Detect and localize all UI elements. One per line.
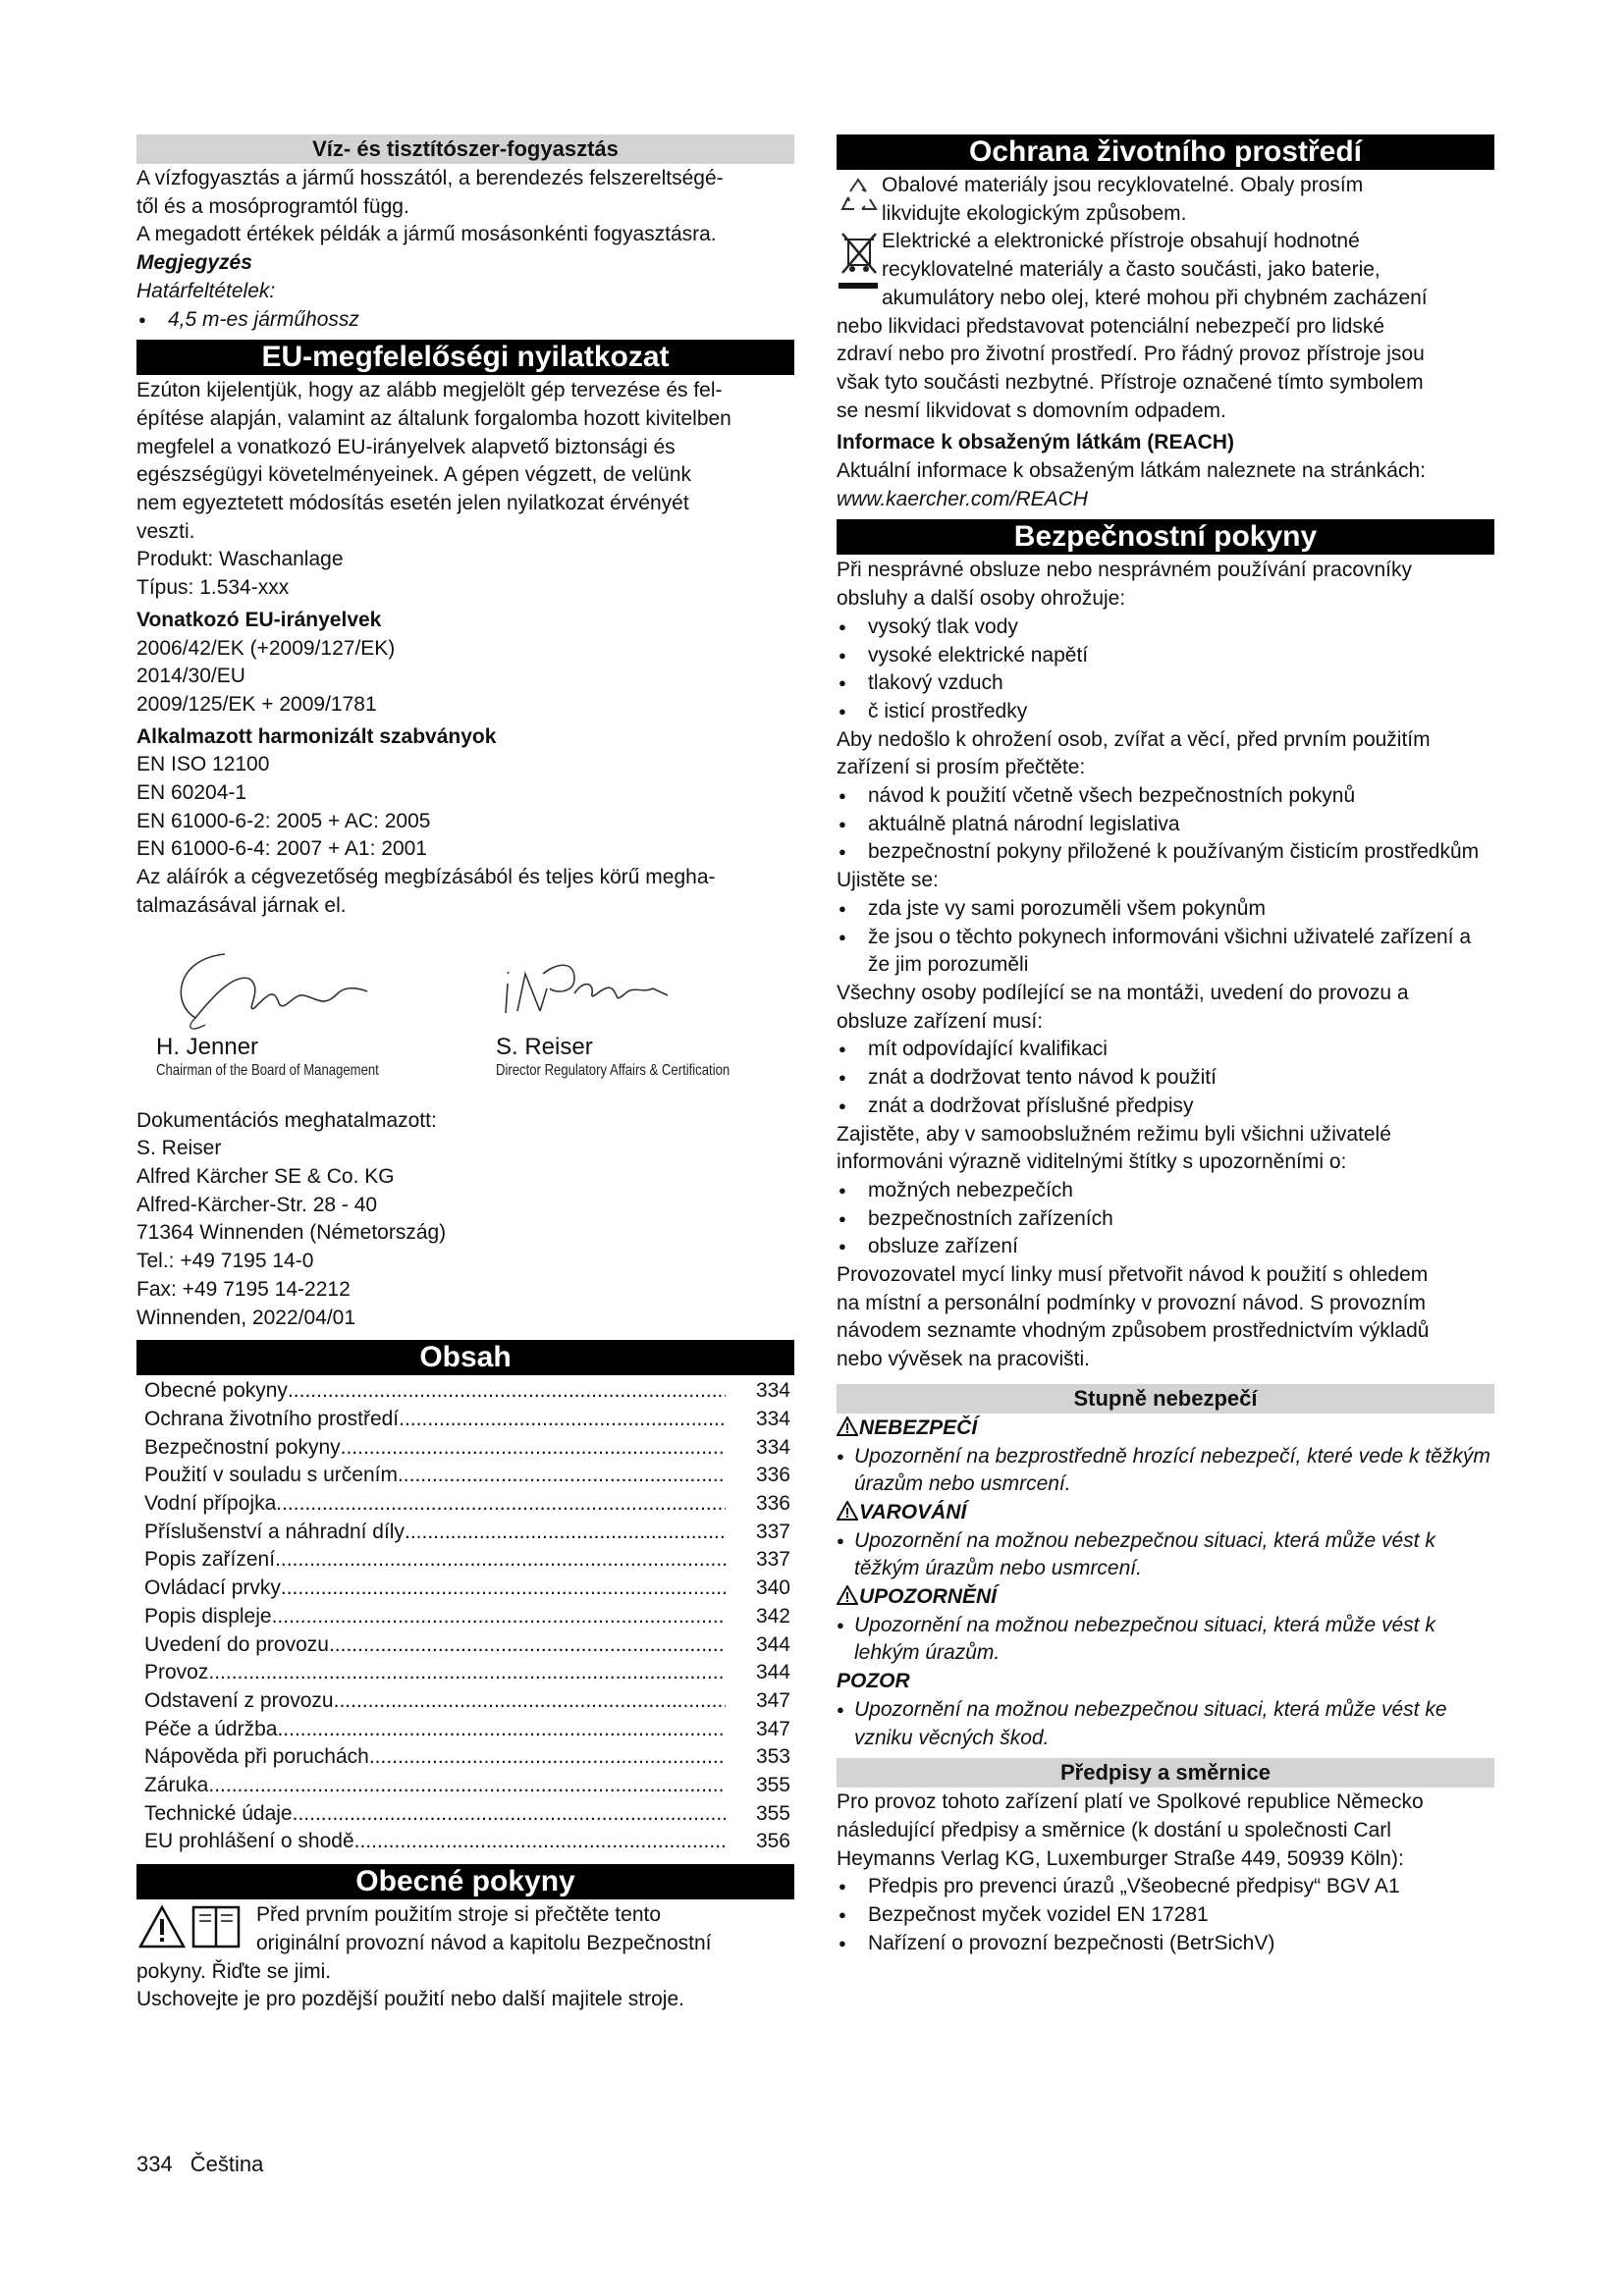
note-title: Megjegyzés — [136, 251, 252, 275]
toc-page: 356 — [755, 1830, 790, 1853]
danger-level-name: POZOR — [837, 1670, 910, 1693]
read-list — [837, 782, 1494, 867]
text-line: veszti. — [136, 519, 195, 543]
text-line: Provozovatel mycí linky musí přetvořit návod k použití s ohledem — [837, 1263, 1429, 1287]
toc-leader — [293, 1800, 726, 1829]
danger-level — [837, 1415, 1494, 1499]
consumption-heading: Víz- és tisztítószer-fogyasztás — [136, 134, 794, 164]
text-line: Zajistěte, aby v samoobslužném režimu byli všichni uživatelé — [837, 1122, 1391, 1146]
standards-title: Alkalmazott harmonizált szabványok — [136, 724, 497, 748]
ensure-list — [837, 895, 1494, 980]
toc-page: 344 — [755, 1632, 790, 1656]
toc-leader — [334, 1687, 726, 1716]
toc-page: 355 — [755, 1801, 790, 1825]
toc-leader — [276, 1490, 726, 1519]
text-line: Elektrické a elektronické přístroje obsahují hodnotné — [882, 230, 1360, 253]
language-label: Čeština — [189, 2152, 264, 2176]
standard: EN 61000-6-2: 2005 + AC: 2005 — [136, 809, 431, 832]
danger-level-label — [837, 1499, 1494, 1527]
directive: 2014/30/EU — [136, 665, 245, 688]
self-service-list — [837, 1177, 1494, 1261]
text-line: Ujistěte se: — [837, 869, 939, 892]
eu-declaration-text — [136, 377, 794, 546]
toc-page: 344 — [755, 1661, 790, 1684]
list-item: ● že jsou o těchto pokynech informováni všichni uživatelé zařízení a že jim porozuměli — [837, 924, 1494, 980]
signer-role: Director Regulatory Affairs & Certification — [496, 1061, 731, 1079]
toc-leader — [272, 1603, 726, 1631]
text-line: na místní a personální podmínky v provozní návod. S provozním — [837, 1291, 1426, 1314]
standard: EN 61000-6-4: 2007 + A1: 2001 — [136, 837, 427, 861]
toc-row[interactable] — [136, 1575, 794, 1603]
rules-heading: Předpisy a směrnice — [837, 1758, 1494, 1788]
contact-line: S. Reiser — [136, 1137, 222, 1160]
text-line: egészségügyi követelményeinek. A gépen végzett, de velünk — [136, 463, 692, 487]
left-column — [136, 134, 794, 2014]
toc-leader — [398, 1462, 726, 1490]
toc-title: Odstavení z provozu — [144, 1688, 334, 1712]
toc-page: 347 — [755, 1717, 790, 1740]
toc-row[interactable] — [136, 1743, 794, 1772]
toc-row[interactable] — [136, 1490, 794, 1519]
list-item: ● Nařízení o provozní bezpečnosti (BetrSichV) — [837, 1930, 1494, 1958]
warning-triangle-icon — [837, 1501, 858, 1521]
eu-declaration-heading: EU-megfelelőségi nyilatkozat — [136, 340, 794, 375]
text-line: pokyny. Řiďte se jimi. — [136, 1959, 332, 1983]
toc-row[interactable] — [136, 1519, 794, 1547]
list-item: ● Upozornění na bezprostředně hrozící nebezpečí, které vede k těžkým úrazům nebo usmrcení. — [837, 1443, 1494, 1499]
toc-page: 334 — [755, 1407, 790, 1430]
toc-title: Nápověda při poruchách — [144, 1745, 369, 1769]
list-item: ● č isticí prostředky — [837, 698, 1494, 726]
text-line: následující předpisy a směrnice (k dostání u společnosti Carl — [837, 1818, 1391, 1842]
toc-row[interactable] — [136, 1434, 794, 1463]
text-line: nem egyeztetett módosítás esetén jelen nyilatkozat érvényét — [136, 492, 689, 515]
contact-line: Tel.: +49 7195 14-0 — [136, 1250, 314, 1273]
text-line: zdraví nebo pro životní prostředí. Pro řádný provoz přístroje jsou — [837, 343, 1425, 366]
text-line: Pro provoz tohoto zařízení platí ve Spolkové republice Německo — [837, 1790, 1424, 1814]
danger-level — [837, 1668, 1494, 1752]
consumption-text: től és a mosóprogramtól függ. — [136, 194, 409, 218]
toc-leader — [354, 1828, 726, 1856]
consumption-text: A megadott értékek példák a jármű mosásonkénti fogyasztásra. — [136, 223, 717, 246]
toc-leader — [329, 1631, 726, 1660]
text-line: nebo likvidaci představovat potenciální nebezpečí pro lidské — [837, 314, 1385, 338]
toc-title: Technické údaje — [144, 1801, 293, 1825]
list-item: ● zda jste vy sami porozuměli všem pokynům — [837, 895, 1494, 924]
toc-row[interactable] — [136, 1772, 794, 1800]
text-line: megfelel a vonatkozó EU-irányelvek alapvető biztonsági és — [136, 435, 676, 458]
toc-row[interactable] — [136, 1659, 794, 1687]
toc-title: Uvedení do provozu — [144, 1632, 329, 1656]
danger-level — [837, 1499, 1494, 1583]
text-line: Aby nedošlo k ohrožení osob, zvířat a věcí, před prvním použitím — [837, 727, 1431, 751]
rules-list — [837, 1873, 1494, 1957]
toc-leader — [275, 1546, 726, 1575]
toc-leader — [208, 1659, 726, 1687]
toc-row[interactable] — [136, 1716, 794, 1744]
reach-link[interactable]: www.kaercher.com/REACH — [837, 487, 1088, 510]
toc-leader — [277, 1716, 726, 1744]
text-line: recyklovatelné materiály a často součásti, jako baterie, — [882, 258, 1380, 282]
toc-leader — [405, 1519, 726, 1547]
list-item: ● možných nebezpečích — [837, 1177, 1494, 1205]
list-item: ● obsluze zařízení — [837, 1233, 1494, 1261]
toc-title: Provoz — [144, 1661, 209, 1684]
safety-heading: Bezpečnostní pokyny — [837, 519, 1494, 555]
toc-title: Záruka — [144, 1774, 209, 1797]
danger-level-label — [837, 1583, 1494, 1612]
text-line: Všechny osoby podílející se na montáži, uvedení do provozu a — [837, 981, 1409, 1004]
toc-row[interactable] — [136, 1377, 794, 1406]
note-subtitle: Határfeltételek: — [136, 279, 276, 302]
danger-level-label — [837, 1668, 1494, 1696]
toc-title: Vodní přípojka — [144, 1492, 277, 1516]
page-footer — [136, 2152, 281, 2177]
danger-level-name: VAROVÁNÍ — [859, 1500, 967, 1523]
toc-row[interactable] — [136, 1462, 794, 1490]
toc-title: Příslušenství a náhradní díly — [144, 1520, 405, 1543]
danger-levels — [837, 1415, 1494, 1752]
signer-name: H. Jenner — [156, 1033, 259, 1060]
persons-list — [837, 1036, 1494, 1120]
text-line: návodem seznamte vhodným způsobem prostřednictvím výkladů — [837, 1319, 1430, 1343]
directives-title: Vonatkozó EU-irányelvek — [136, 608, 382, 631]
toc-leader — [288, 1377, 726, 1406]
toc-leader — [208, 1772, 726, 1800]
toc-title: Ochrana životního prostředí — [144, 1407, 400, 1430]
danger-level-list — [837, 1443, 1494, 1499]
text-line: Ezúton kijelentjük, hogy az alább megjelölt gép tervezése és fel- — [136, 379, 723, 402]
toc-page: 355 — [755, 1774, 790, 1797]
danger-level-list — [837, 1612, 1494, 1668]
toc-page: 340 — [755, 1576, 790, 1600]
text-line: Před prvním použitím stroje si přečtěte tento — [256, 1903, 662, 1927]
toc-page: 353 — [755, 1745, 790, 1769]
contact-line: Winnenden, 2022/04/01 — [136, 1306, 356, 1329]
reach-title: Informace k obsaženým látkám (REACH) — [837, 431, 1234, 454]
reach-text: Aktuální informace k obsaženým látkám naleznete na stránkách: — [837, 459, 1426, 483]
recycling-icon — [837, 172, 882, 221]
danger-level-name: UPOZORNĚNÍ — [859, 1585, 998, 1609]
list-item: ● Předpis pro prevenci úrazů „Všeobecné předpisy“ BGV A1 — [837, 1873, 1494, 1901]
toc-page: 336 — [755, 1464, 790, 1487]
standard: EN ISO 12100 — [136, 753, 270, 776]
text-line: Heymanns Verlag KG, Luxemburger Straße 449, 50939 Köln): — [837, 1846, 1404, 1870]
toc-title: Bezpečnostní pokyny — [144, 1435, 341, 1459]
danger-level — [837, 1583, 1494, 1668]
text-line: se nesmí likvidovat s domovním odpadem. — [837, 399, 1226, 422]
toc-row[interactable] — [136, 1828, 794, 1856]
list-item: ● Upozornění na možnou nebezpečnou situaci, která může vést k těžkým úrazům nebo usmrcení. — [837, 1527, 1494, 1583]
directive: 2006/42/EK (+2009/127/EK) — [136, 636, 396, 660]
text-line: obsluze zařízení musí: — [837, 1009, 1044, 1033]
list-item: ● bezpečnostní pokyny přiložené k používaným čisticím prostředkům — [837, 838, 1494, 867]
list-item: ● Upozornění na možnou nebezpečnou situaci, která může vést ke vzniku věcných škod. — [837, 1696, 1494, 1752]
signatures — [136, 934, 794, 1101]
toc-title: Popis displeje — [144, 1604, 272, 1628]
list-item: ● mít odpovídající kvalifikaci — [837, 1036, 1494, 1064]
toc-row[interactable] — [136, 1687, 794, 1716]
note-list — [136, 306, 794, 335]
list-item: ● znát a dodržovat příslušné předpisy — [837, 1093, 1494, 1121]
list-item: ● Bezpečnost myček vozidel EN 17281 — [837, 1901, 1494, 1930]
danger-level-name: NEBEZPEČÍ — [859, 1415, 978, 1439]
list-item: ● vysoké elektrické napětí — [837, 642, 1494, 670]
text-line: likvidujte ekologickým způsobem. — [882, 201, 1187, 225]
toc-row[interactable] — [136, 1546, 794, 1575]
text-line: Obalové materiály jsou recyklovatelné. Obaly prosím — [882, 174, 1364, 196]
list-item: ● Upozornění na možnou nebezpečnou situaci, která může vést k lehkým úrazům. — [837, 1612, 1494, 1668]
page-number: 334 — [136, 2152, 173, 2176]
general-notes-intro — [136, 1901, 794, 1957]
warning-triangle-icon — [837, 1416, 858, 1436]
signature-note: talmazásával járnak el. — [136, 893, 347, 917]
signer-name: S. Reiser — [496, 1033, 593, 1060]
toc-title: Použití v souladu s určením — [144, 1464, 398, 1487]
signature-block-jenner — [156, 934, 428, 1081]
contact-line: Alfred-Kärcher-Str. 28 - 40 — [136, 1193, 378, 1216]
contact-block — [136, 1107, 794, 1333]
directive: 2009/125/EK + 2009/1781 — [136, 692, 377, 716]
text-line: originální provozní návod a kapitolu Bezpečnostní — [256, 1931, 712, 1954]
list-item: ● aktuálně platná národní legislativa — [837, 811, 1494, 839]
toc-title: Péče a údržba — [144, 1717, 278, 1740]
text-line: Při nesprávné obsluze nebo nesprávném používání pracovníky — [837, 559, 1413, 582]
text-line: építése alapján, valamint az általunk forgalomba hozott kivitelben — [136, 406, 731, 430]
toc-page: 347 — [755, 1688, 790, 1712]
text-line: nebo vývěsek na pracovišti. — [837, 1348, 1090, 1371]
text-line: akumulátory nebo olej, které mohou při chybném zacházení — [882, 286, 1428, 309]
toc-page: 342 — [755, 1604, 790, 1628]
danger-levels-heading: Stupně nebezpečí — [837, 1384, 1494, 1414]
text-line: Uschovejte je pro pozdější použití nebo další majitele stroje. — [136, 1988, 684, 2011]
environment-heading: Ochrana životního prostředí — [837, 134, 1494, 170]
list-item: ● vysoký tlak vody — [837, 614, 1494, 642]
text-line: však tyto součásti nezbytné. Přístroje označené tímto symbolem — [837, 370, 1424, 394]
consumption-text: A vízfogyasztás a jármű hosszától, a berendezés felszereltségé- — [136, 167, 724, 189]
danger-level-list — [837, 1527, 1494, 1583]
signature-jenner — [156, 934, 392, 1033]
list-item: ● 4,5 m-es járműhossz — [136, 306, 794, 335]
weee-note — [837, 228, 1494, 312]
general-notes-heading: Obecné pokyny — [136, 1864, 794, 1899]
type: Típus: 1.534-xxx — [136, 576, 290, 600]
toc-row[interactable] — [136, 1631, 794, 1660]
signature-reiser — [496, 934, 702, 1033]
toc-page: 336 — [755, 1492, 790, 1516]
text-line: obsluhy a další osoby ohrožuje: — [837, 587, 1126, 611]
danger-level-label — [837, 1415, 1494, 1443]
toc-title: Ovládací prvky — [144, 1576, 281, 1600]
crossed-bin-icon — [837, 228, 882, 310]
list-item: ● tlakový vzduch — [837, 669, 1494, 698]
toc-title: Popis zařízení — [144, 1548, 276, 1572]
hazard-list — [837, 614, 1494, 726]
toc-row[interactable] — [136, 1800, 794, 1829]
toc-leader — [281, 1575, 726, 1603]
list-item: ● návod k použití včetně všech bezpečnostních pokynů — [837, 782, 1494, 811]
table-of-contents — [136, 1377, 794, 1856]
signature-note: Az aláírók a cégvezetőség megbízásából és teljes körű megha- — [136, 866, 716, 889]
toc-title: Obecné pokyny — [144, 1379, 288, 1403]
standard: EN 60204-1 — [136, 781, 247, 805]
list-item: ● bezpečnostních zařízeních — [837, 1205, 1494, 1234]
list-item: ● znát a dodržovat tento návod k použití — [837, 1064, 1494, 1093]
signature-block-reiser — [496, 934, 781, 1081]
toc-row[interactable] — [136, 1603, 794, 1631]
product: Produkt: Waschanlage — [136, 548, 344, 571]
toc-page: 337 — [755, 1520, 790, 1543]
toc-row[interactable] — [136, 1406, 794, 1434]
toc-heading: Obsah — [136, 1340, 794, 1375]
toc-title: EU prohlášení o shodě — [144, 1830, 354, 1853]
right-column — [837, 134, 1494, 1957]
contact-line: Dokumentációs meghatalmazott: — [136, 1108, 437, 1132]
toc-page: 334 — [755, 1379, 790, 1403]
contact-line: Fax: +49 7195 14-2212 — [136, 1277, 351, 1301]
toc-leader — [399, 1406, 726, 1434]
text-line: informováni výrazně viditelnými štítky s upozorněními o: — [837, 1150, 1347, 1174]
toc-leader — [369, 1743, 726, 1772]
warning-manual-icon — [136, 1901, 252, 1950]
text-line: zařízení si prosím přečtěte: — [837, 756, 1086, 779]
contact-line: 71364 Winnenden (Németország) — [136, 1221, 447, 1245]
danger-level-list — [837, 1696, 1494, 1752]
warning-triangle-icon — [837, 1585, 858, 1605]
signer-role: Chairman of the Board of Management — [156, 1061, 379, 1079]
toc-page: 337 — [755, 1548, 790, 1572]
toc-page: 334 — [755, 1435, 790, 1459]
contact-line: Alfred Kärcher SE & Co. KG — [136, 1164, 395, 1188]
recycling-note — [837, 172, 1494, 228]
toc-leader — [341, 1434, 726, 1463]
